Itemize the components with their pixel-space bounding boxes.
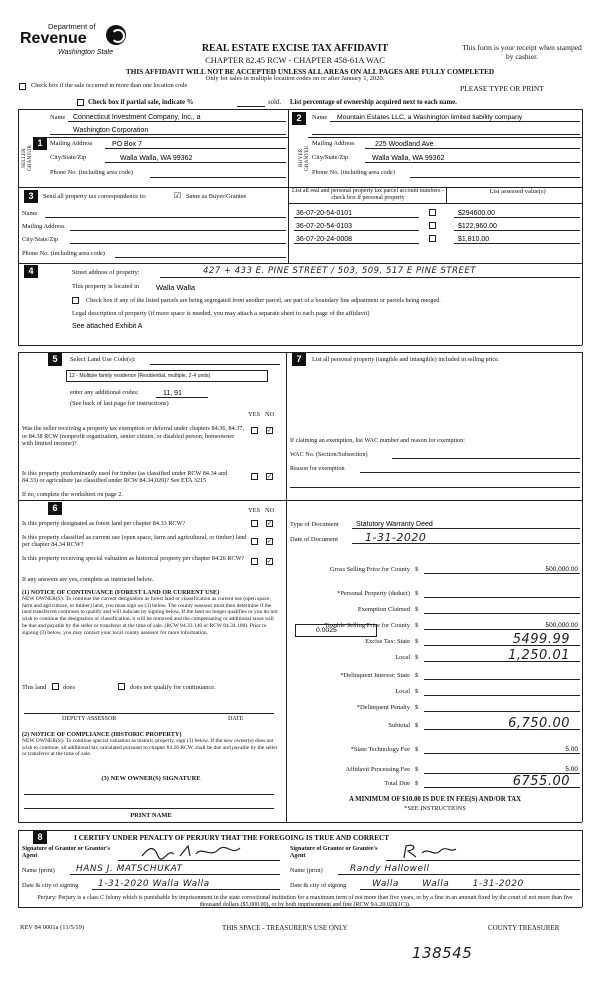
street-address-value[interactable]: 427 + 433 E. PINE STREET / 503, 509, 517 E PINE STREET <box>203 266 476 276</box>
tax-row-value[interactable]: 1,250.01 <box>508 648 570 663</box>
doc-date-value[interactable]: 1-31-2020 <box>365 531 427 544</box>
claim-exemption-label: If claiming an exemption, list WAC number and reason for exemption: <box>290 437 465 444</box>
does-label: does <box>63 684 75 691</box>
multi-location-label: Check box if the sale occurred in more than one location code <box>31 82 188 89</box>
doc-date-label: Date of Document <box>290 536 339 543</box>
grantee-name-value[interactable]: Randy Hallowell <box>350 864 430 874</box>
dollar-sign: $ <box>415 766 419 773</box>
seller-city-label: City/State/Zip <box>50 154 87 161</box>
notice-compliance-title: (2) NOTICE OF COMPLIANCE (HISTORIC PROPERTY) <box>22 731 182 738</box>
seller-side-label: SELLER GRANTOR <box>21 145 33 171</box>
personal-property-checkbox[interactable] <box>429 235 436 242</box>
segregated-label: Check box if any of the listed parcels are being segregated from another parcel, are part of a boundary line adjustment or parcels being merged. <box>86 297 441 304</box>
dollar-sign: $ <box>415 688 419 695</box>
no-header-6: NO <box>265 507 275 514</box>
exemption-no-checkbox[interactable]: ✓ <box>267 427 273 434</box>
grantor-signature[interactable] <box>140 844 250 860</box>
worksheet-note: If no, complete the worksheet on page 2. <box>22 491 123 498</box>
warning-line: THIS AFFIDAVIT WILL NOT BE ACCEPTED UNLESS ALL AREAS ON ALL PAGES ARE FULLY COMPLETED <box>125 67 495 76</box>
assessor-date-label: DATE <box>228 716 244 722</box>
form-title: REAL ESTATE EXCISE TAX AFFIDAVIT <box>201 43 389 54</box>
dollar-sign: $ <box>415 638 419 645</box>
dollar-sign: $ <box>415 704 419 711</box>
located-in-value[interactable]: Walla Walla <box>156 283 196 292</box>
tax-row-label: Affidavit Processing Fee <box>345 766 410 773</box>
corr-city-label: City/State/Zip <box>22 236 59 243</box>
notice-continuance-body: NEW OWNER(S): To continue the current designation as forest land or classification as current use (open space, farm and agriculture, or timber) land, you must sign on (3) below. The county assessor must then determine if the land transferred continues to qualify and will indicate by signing below. If the land no longer qualifies or you do not wish to continue the designation or classification, it will be removed and the compensating or additional taxes will be due and payable by the seller or transferor at the time of sale. (RCW 84.33.140 or RCW 84.34.108). Prior to signing (3) below, you may contact your local county assessor for more information. <box>22 596 278 636</box>
dollar-sign: $ <box>415 654 419 661</box>
tax-correspondence-label: Send all property tax correspondence to: <box>43 193 147 200</box>
doc-type-label: Type of Document <box>290 521 339 528</box>
seller-name-value2[interactable]: Washington Corporation <box>73 127 149 134</box>
legal-description-value[interactable]: See attached Exhibit A <box>72 323 143 330</box>
corr-name-label: Name <box>22 210 38 217</box>
does-qualify-checkbox[interactable] <box>52 683 59 690</box>
tax-row-label: Total Due <box>384 780 410 787</box>
tax-row-label: *Delinquent Interest: State <box>340 672 410 679</box>
grantee-name-label: Name (print) <box>290 867 323 874</box>
local-rate-value: 0.0025 <box>316 627 337 634</box>
dept-line3: Washington State <box>58 49 114 56</box>
current-use-yes-checkbox[interactable] <box>251 538 258 545</box>
tax-row-label: Excise Tax: State <box>365 638 410 645</box>
tax-row-value[interactable]: 6,750.00 <box>508 716 570 731</box>
tax-row-value[interactable]: 500,000.00 <box>545 622 578 629</box>
grantee-signature-stroke <box>400 843 460 860</box>
exemption-yes-checkbox[interactable] <box>251 427 258 434</box>
print-note: PLEASE TYPE OR PRINT <box>460 84 544 93</box>
tax-row-label: *State Technology Fee <box>350 746 410 753</box>
grantee-signature-label: Signature of Grantee or Grantee's Agent <box>290 846 378 859</box>
buyer-name-label: Name <box>312 114 328 121</box>
assessed-header: List assessed value(s) <box>489 188 546 195</box>
deputy-assessor-label: DEPUTY ASSESSOR <box>62 716 117 722</box>
dollar-sign: $ <box>415 722 419 729</box>
timber-question: Is this property predominantly used for timber (as classified under RCW 84.34 and 84.33) or agriculture (as classified under RCW 84.34.020)? See ETA 3215 <box>22 470 228 484</box>
dept-line1: Department of <box>48 22 96 31</box>
personal-property-checkbox[interactable] <box>429 222 436 229</box>
grantee-date-value[interactable]: Walla Walla 1-31-2020 <box>372 879 524 889</box>
yes-header-6: YES <box>248 507 261 514</box>
see-back-note: (See back of last page for instructions) <box>70 400 169 407</box>
grantor-name-value[interactable]: HANS J. MATSCHUKAT <box>76 864 183 874</box>
wa-logo-icon <box>106 25 126 45</box>
seller-mailing-value[interactable]: PO Box 7 <box>112 141 142 148</box>
doc-type-value[interactable]: Statutory Warranty Deed <box>356 521 433 528</box>
wac-label: WAC No. (Section/Subsection) <box>290 451 368 458</box>
grantor-signature-stroke <box>140 844 250 860</box>
partial-sale-checkbox[interactable] <box>77 99 84 106</box>
sold-label: sold. <box>268 99 282 106</box>
perjury-note: Perjury: Perjury is a class C felony which is punishable by imprisonment in the state correctional institution for a maximum term of not more than five years, or by a fine in an amount fixed by the court of not more than five thousand dollars ($5,000.00), or by both imprisonment and fine (RCW 9A.20.020(1C)). <box>37 895 573 908</box>
historic-yes-checkbox[interactable] <box>251 558 258 565</box>
additional-codes-label: enter any additional codes: <box>70 389 139 396</box>
dept-logo <box>20 22 140 62</box>
dollar-sign: $ <box>415 746 419 753</box>
buyer-phone-label: Phone No. (including area code) <box>312 169 395 176</box>
does-not-qualify-checkbox[interactable] <box>118 683 125 690</box>
current-use-question: Is this property classified as current use (open space, farm and agricultural, or timber) land per chapter 84.34 RCW? <box>22 534 247 548</box>
buyer-mailing-value[interactable]: 225 Woodland Ave <box>375 141 434 148</box>
assessed-value[interactable]: $122,960.00 <box>458 223 497 230</box>
street-address-label: Street address of property: <box>72 269 140 276</box>
county-treasurer-label: COUNTY TREASURER <box>488 924 560 932</box>
tax-row-label: Subtotal <box>388 722 410 729</box>
buyer-city-value[interactable]: Walla Walla, WA 99362 <box>372 155 445 162</box>
seller-city-value[interactable]: Walla Walla, WA 99362 <box>120 155 193 162</box>
see-instructions-note: *SEE INSTRUCTIONS <box>404 805 466 812</box>
tax-row-value[interactable]: 5.00 <box>565 746 578 753</box>
tax-row-label: Local <box>395 654 410 661</box>
grantor-name-label: Name (print) <box>22 867 55 874</box>
dollar-sign: $ <box>415 672 419 679</box>
forest-yes-checkbox[interactable] <box>251 520 258 527</box>
dollar-sign: $ <box>415 606 419 613</box>
buyer-city-label: City/State/Zip <box>312 154 349 161</box>
current-use-no-checkbox[interactable]: ✓ <box>267 538 273 545</box>
partial-sale-field[interactable] <box>237 106 265 107</box>
tax-row-label: Taxable Selling Price for County <box>324 622 410 629</box>
tax-row-label: Exemption Claimed <box>357 606 410 613</box>
assessed-value[interactable]: $294600.00 <box>458 210 495 217</box>
minimum-due-note: A MINIMUM OF $10.00 IS DUE IN FEE(S) AND/OR TAX <box>348 796 522 803</box>
grantee-signature[interactable] <box>400 843 460 860</box>
buyer-mailing-label: Mailing Address <box>312 140 355 147</box>
parcel-number[interactable]: 36-07-20-24-0008 <box>296 236 353 243</box>
local-rate-box[interactable] <box>295 624 377 637</box>
tax-row-value[interactable]: 5.00 <box>565 766 578 773</box>
multi-location-checkbox[interactable] <box>19 83 26 90</box>
section-7-number: 7 <box>292 353 306 366</box>
dollar-sign: $ <box>415 622 419 629</box>
does-not-label: does not qualify for continuance. <box>130 684 216 691</box>
seller-name-label: Name <box>50 114 66 121</box>
section-1-number: 1 <box>33 137 47 150</box>
tax-row-label: *Personal Property (deduct) <box>337 590 410 597</box>
personal-property-checkbox[interactable] <box>429 209 436 216</box>
land-use-label: Select Land Use Code(s): <box>70 356 136 363</box>
buyer-side-label: BUYER GRANTEE <box>298 145 310 171</box>
corr-phone-label: Phone No. (including area code) <box>22 250 105 257</box>
tax-row-label: Local <box>395 688 410 695</box>
parcel-header: List all real and personal property tax parcel account numbers - check box if personal property <box>292 188 444 201</box>
tax-row-value[interactable]: 5499.99 <box>512 632 570 647</box>
land-use-value: 12 - Multiple family residence (Residential, multiple, 2-4 units) <box>69 373 211 379</box>
grantor-signature-label: Signature of Grantor or Grantor's Agent <box>22 846 110 859</box>
legal-description-label: Legal description of property (if more space is needed, you may attach a separate sheet to each page of the affidavit) <box>72 310 370 317</box>
parcel-number[interactable]: 36-07-20-54-0101 <box>296 210 353 217</box>
forest-no-checkbox[interactable]: ✓ <box>267 520 273 527</box>
if-yes-note: If any answers are yes, complete as instructed below. <box>22 576 154 583</box>
grantor-date-value[interactable]: 1-31-2020 Walla Walla <box>98 879 210 889</box>
tax-row-value[interactable]: 500,000.00 <box>545 566 578 573</box>
section-6-number: 6 <box>48 502 62 515</box>
grantor-date-label: Date & city of signing <box>22 882 79 889</box>
exemption-question: Was the seller receiving a property tax exemption or deferral under chapters 84.36, 84.37, or 84.38 RCW (nonprofit organization, senior citizen, or disabled person, homeowner with limited income)? <box>22 425 244 447</box>
tax-row-label: Gross Selling Price for County <box>329 566 410 573</box>
receipt-note: This form is your receipt when stamped by cashier. <box>462 43 582 61</box>
partial-sale-label: Check box if partial sale, indicate % <box>88 99 194 106</box>
assessed-value[interactable]: $1,810.00 <box>458 236 490 243</box>
warning-sub: Only for sales in multiple location codes on or after January 1, 2020. <box>205 75 385 82</box>
print-name-label: PRINT NAME <box>130 812 172 819</box>
new-owner-signature-label: (3) NEW OWNER(S) SIGNATURE <box>101 775 201 782</box>
ownership-note: List percentage of ownership acquired next to each name. <box>290 99 457 106</box>
timber-yes-checkbox[interactable] <box>251 473 258 480</box>
certify-statement: I CERTIFY UNDER PENALTY OF PERJURY THAT THE FOREGOING IS TRUE AND CORRECT <box>74 834 389 842</box>
corr-mailing-label: Mailing Address <box>22 223 65 230</box>
seller-mailing-label: Mailing Address <box>50 140 93 147</box>
same-as-buyer-checkbox[interactable]: ☑ <box>174 191 182 200</box>
form-subtitle: CHAPTER 82.45 RCW - CHAPTER 458-61A WAC <box>205 55 385 65</box>
historic-no-checkbox[interactable]: ✓ <box>267 558 273 565</box>
no-header: NO <box>265 411 275 418</box>
located-in-label: This property is located in <box>72 283 140 290</box>
section-5-number: 5 <box>48 353 62 366</box>
rev-number: REV 84 0001a (11/5/19) <box>20 924 85 931</box>
historic-question: Is this property receiving special valuation as historical property per chapter 84.26 RCW? <box>22 555 245 562</box>
dept-line2: Revenue <box>20 30 87 47</box>
additional-codes-value[interactable]: 11, 91 <box>163 390 182 397</box>
treasurer-space-label: THIS SPACE - TREASURER'S USE ONLY <box>222 924 348 932</box>
notice-continuance-title: (1) NOTICE OF CONTINUANCE (FOREST LAND OR CURRENT USE) <box>22 589 220 596</box>
seller-phone-label: Phone No. (including area code) <box>50 169 133 176</box>
segregated-checkbox[interactable] <box>72 297 79 304</box>
parcel-number[interactable]: 36-07-20-54-0103 <box>296 223 353 230</box>
section-4-number: 4 <box>24 265 38 278</box>
notice-compliance-body: NEW OWNER(S): To continue special valuation as historic property, sign (3) below. If the new owner(s) does not wish to continue, all additional tax calculated pursuant to chapter 84.26 RCW, shall be due and payable by the seller or transferor at the time of sale. <box>22 738 278 758</box>
tax-row-value[interactable]: 6755.00 <box>512 774 570 789</box>
seller-name-value[interactable]: Connecticut Investment Company, Inc., a <box>73 114 201 121</box>
forest-land-question: Is this property designated as forest land per chapter 84.33 RCW? <box>22 520 186 527</box>
timber-no-checkbox[interactable]: ✓ <box>267 473 273 480</box>
reason-label: Reason for exemption <box>290 465 345 472</box>
section-2-number: 2 <box>292 112 306 125</box>
dollar-sign: $ <box>415 590 419 597</box>
stamp-number: 138545 <box>412 944 473 962</box>
section-8-number: 8 <box>33 831 47 844</box>
dollar-sign: $ <box>415 780 419 787</box>
land-use-select[interactable] <box>66 370 268 382</box>
yes-header: YES <box>248 411 261 418</box>
personal-property-label: List all personal property (tangible and intangible) included in selling price. <box>312 356 500 363</box>
dollar-sign: $ <box>415 566 419 573</box>
same-as-buyer-label: Same as Buyer/Grantee <box>186 193 247 200</box>
grantee-date-label: Date & city of signing <box>290 882 347 889</box>
section-3-number: 3 <box>24 190 38 203</box>
this-land-label: This land <box>22 684 47 691</box>
tax-row-label: *Delinquent Penalty <box>356 704 410 711</box>
buyer-name-value[interactable]: Mountain Estates LLC, a Washington limited liability company <box>337 114 523 121</box>
